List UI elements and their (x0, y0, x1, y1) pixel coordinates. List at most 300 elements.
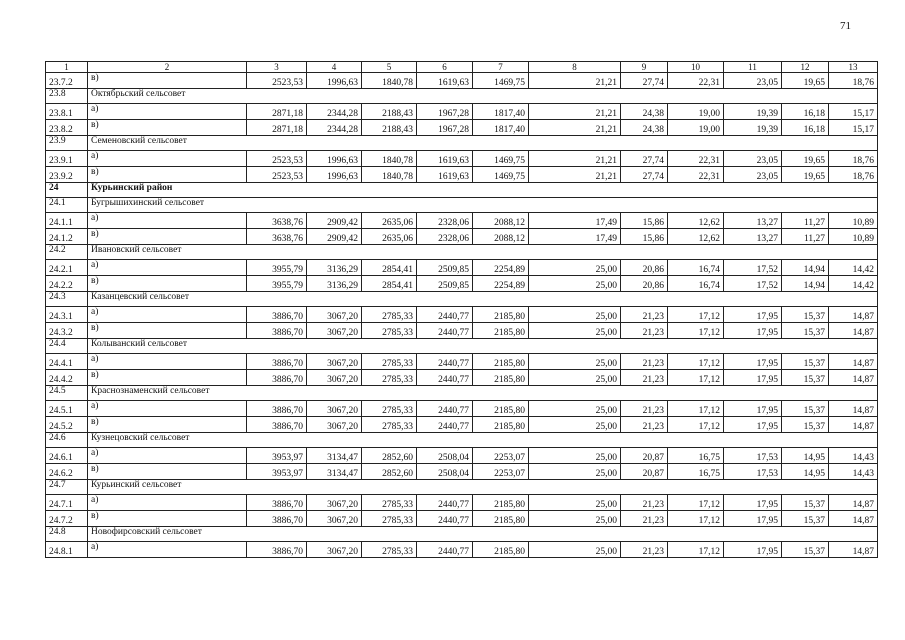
section-title: Кузнецовский сельсовет (88, 433, 878, 448)
value-cell-col-9: 21,23 (621, 307, 668, 323)
value-cell-col-9: 27,74 (621, 73, 668, 89)
value-cell-col-9: 21,23 (621, 323, 668, 339)
value-cell-col-5: 2188,43 (362, 104, 417, 120)
value-cell-col-9: 21,23 (621, 511, 668, 527)
value-cell-col-11: 13,27 (724, 213, 782, 229)
value-cell-col-7: 2185,80 (473, 401, 529, 417)
value-cell-col-3: 2871,18 (247, 104, 307, 120)
value-cell-col-5: 1840,78 (362, 167, 417, 183)
section-row (46, 386, 878, 401)
value-cell-col-3: 2871,18 (247, 120, 307, 136)
page-number: 71 (840, 20, 851, 32)
column-header-11: 11 (724, 62, 782, 73)
row-label: в) (88, 73, 247, 89)
value-cell-col-3: 3886,70 (247, 511, 307, 527)
value-cell-col-10: 19,00 (668, 104, 724, 120)
value-cell-col-4: 1996,63 (307, 151, 362, 167)
row-label: в) (88, 464, 247, 480)
row-label: в) (88, 370, 247, 386)
value-cell-col-5: 2635,06 (362, 213, 417, 229)
value-cell-col-4: 1996,63 (307, 167, 362, 183)
value-cell-col-10: 17,12 (668, 417, 724, 433)
section-row (46, 480, 878, 495)
row-code: 24.7 (46, 480, 88, 495)
value-cell-col-11: 17,95 (724, 511, 782, 527)
value-cell-col-13: 14,43 (829, 448, 878, 464)
value-cell-col-5: 2785,33 (362, 511, 417, 527)
table-row (46, 276, 878, 292)
row-code: 24.3.2 (46, 323, 88, 339)
value-cell-col-11: 23,05 (724, 167, 782, 183)
row-code: 24.4.2 (46, 370, 88, 386)
value-cell-col-11: 17,53 (724, 448, 782, 464)
value-cell-col-11: 23,05 (724, 151, 782, 167)
value-cell-col-10: 17,12 (668, 401, 724, 417)
value-cell-col-6: 2440,77 (417, 323, 473, 339)
row-code: 24.5.2 (46, 417, 88, 433)
row-code: 23.8 (46, 89, 88, 104)
column-header-4: 4 (307, 62, 362, 73)
value-cell-col-6: 2440,77 (417, 354, 473, 370)
row-label: а) (88, 307, 247, 323)
table-row (46, 370, 878, 386)
value-cell-col-5: 1840,78 (362, 151, 417, 167)
row-label: а) (88, 354, 247, 370)
section-title: Семеновский сельсовет (88, 136, 878, 151)
value-cell-col-8: 25,00 (529, 417, 621, 433)
value-cell-col-9: 27,74 (621, 167, 668, 183)
value-cell-col-10: 16,75 (668, 448, 724, 464)
value-cell-col-8: 25,00 (529, 307, 621, 323)
value-cell-col-11: 17,53 (724, 464, 782, 480)
row-code: 24.4 (46, 339, 88, 354)
value-cell-col-6: 1619,63 (417, 167, 473, 183)
row-label: в) (88, 229, 247, 245)
value-cell-col-12: 15,37 (782, 542, 829, 558)
table-row (46, 495, 878, 511)
value-cell-col-6: 2440,77 (417, 417, 473, 433)
value-cell-col-9: 21,23 (621, 354, 668, 370)
row-label: а) (88, 495, 247, 511)
value-cell-col-13: 15,17 (829, 120, 878, 136)
value-cell-col-12: 15,37 (782, 323, 829, 339)
table-row (46, 354, 878, 370)
section-title: Колыванский сельсовет (88, 339, 878, 354)
value-cell-col-5: 2785,33 (362, 370, 417, 386)
value-cell-col-13: 18,76 (829, 73, 878, 89)
row-code: 24.3 (46, 292, 88, 307)
value-cell-col-4: 3067,20 (307, 417, 362, 433)
row-code: 24 (46, 183, 88, 198)
value-cell-col-5: 2785,33 (362, 417, 417, 433)
section-row (46, 339, 878, 354)
row-code: 24.5.1 (46, 401, 88, 417)
value-cell-col-5: 2635,06 (362, 229, 417, 245)
section-title: Октябрьский сельсовет (88, 89, 878, 104)
table-row (46, 448, 878, 464)
value-cell-col-7: 1817,40 (473, 104, 529, 120)
value-cell-col-3: 3953,97 (247, 448, 307, 464)
row-code: 24.4.1 (46, 354, 88, 370)
value-cell-col-12: 19,65 (782, 151, 829, 167)
value-cell-col-12: 14,94 (782, 276, 829, 292)
section-title: Новофирсовский сельсовет (88, 527, 878, 542)
header-row (46, 62, 878, 73)
row-code: 24.5 (46, 386, 88, 401)
row-label: а) (88, 448, 247, 464)
value-cell-col-4: 3067,20 (307, 495, 362, 511)
value-cell-col-13: 14,42 (829, 276, 878, 292)
value-cell-col-11: 17,95 (724, 370, 782, 386)
value-cell-col-8: 21,21 (529, 73, 621, 89)
value-cell-col-11: 17,95 (724, 495, 782, 511)
value-cell-col-8: 21,21 (529, 167, 621, 183)
value-cell-col-6: 2440,77 (417, 511, 473, 527)
value-cell-col-4: 3067,20 (307, 401, 362, 417)
value-cell-col-9: 20,87 (621, 448, 668, 464)
value-cell-col-4: 1996,63 (307, 73, 362, 89)
row-code: 24.7.1 (46, 495, 88, 511)
value-cell-col-7: 1469,75 (473, 73, 529, 89)
value-cell-col-13: 18,76 (829, 167, 878, 183)
column-header-1: 1 (46, 62, 88, 73)
value-cell-col-13: 18,76 (829, 151, 878, 167)
value-cell-col-7: 2088,12 (473, 229, 529, 245)
row-label: а) (88, 213, 247, 229)
column-header-7: 7 (473, 62, 529, 73)
row-code: 24.8 (46, 527, 88, 542)
value-cell-col-11: 17,95 (724, 323, 782, 339)
section-row (46, 433, 878, 448)
table-row (46, 401, 878, 417)
value-cell-col-3: 3955,79 (247, 260, 307, 276)
value-cell-col-9: 24,38 (621, 120, 668, 136)
value-cell-col-6: 2328,06 (417, 213, 473, 229)
row-label: в) (88, 417, 247, 433)
column-header-3: 3 (247, 62, 307, 73)
value-cell-col-7: 1469,75 (473, 151, 529, 167)
row-code: 24.7.2 (46, 511, 88, 527)
value-cell-col-3: 3886,70 (247, 542, 307, 558)
value-cell-col-7: 1469,75 (473, 167, 529, 183)
row-code: 24.2 (46, 245, 88, 260)
value-cell-col-5: 1840,78 (362, 73, 417, 89)
value-cell-col-4: 3067,20 (307, 511, 362, 527)
value-cell-col-5: 2854,41 (362, 260, 417, 276)
value-cell-col-13: 14,43 (829, 464, 878, 480)
value-cell-col-4: 3067,20 (307, 323, 362, 339)
row-code: 23.9.2 (46, 167, 88, 183)
table-row (46, 307, 878, 323)
value-cell-col-13: 14,87 (829, 370, 878, 386)
value-cell-col-8: 21,21 (529, 104, 621, 120)
section-title: Краснознаменский сельсовет (88, 386, 878, 401)
value-cell-col-13: 10,89 (829, 213, 878, 229)
value-cell-col-8: 25,00 (529, 401, 621, 417)
value-cell-col-11: 17,52 (724, 260, 782, 276)
value-cell-col-8: 25,00 (529, 448, 621, 464)
value-cell-col-3: 3953,97 (247, 464, 307, 480)
value-cell-col-4: 3067,20 (307, 307, 362, 323)
value-cell-col-8: 17,49 (529, 213, 621, 229)
value-cell-col-6: 2328,06 (417, 229, 473, 245)
value-cell-col-12: 11,27 (782, 229, 829, 245)
table-body (46, 73, 878, 558)
column-header-6: 6 (417, 62, 473, 73)
section-row (46, 198, 878, 213)
value-cell-col-3: 3886,70 (247, 401, 307, 417)
value-cell-col-8: 21,21 (529, 151, 621, 167)
value-cell-col-11: 23,05 (724, 73, 782, 89)
table-row (46, 260, 878, 276)
value-cell-col-13: 14,87 (829, 323, 878, 339)
row-code: 24.6 (46, 433, 88, 448)
value-cell-col-11: 19,39 (724, 120, 782, 136)
value-cell-col-11: 17,95 (724, 417, 782, 433)
value-cell-col-6: 2509,85 (417, 260, 473, 276)
value-cell-col-3: 3955,79 (247, 276, 307, 292)
value-cell-col-8: 25,00 (529, 511, 621, 527)
row-label: в) (88, 323, 247, 339)
section-row (46, 292, 878, 307)
value-cell-col-9: 21,23 (621, 495, 668, 511)
value-cell-col-8: 25,00 (529, 464, 621, 480)
table-row (46, 511, 878, 527)
value-cell-col-11: 17,95 (724, 542, 782, 558)
value-cell-col-12: 15,37 (782, 511, 829, 527)
section-title: Курьинский сельсовет (88, 480, 878, 495)
value-cell-col-10: 16,74 (668, 260, 724, 276)
row-label: в) (88, 276, 247, 292)
value-cell-col-8: 25,00 (529, 276, 621, 292)
section-title: Ивановский сельсовет (88, 245, 878, 260)
value-cell-col-10: 17,12 (668, 370, 724, 386)
value-cell-col-13: 14,87 (829, 511, 878, 527)
value-cell-col-7: 2253,07 (473, 448, 529, 464)
value-cell-col-10: 17,12 (668, 495, 724, 511)
tariff-table (45, 61, 878, 558)
value-cell-col-13: 14,87 (829, 354, 878, 370)
section-row (46, 89, 878, 104)
value-cell-col-10: 22,31 (668, 73, 724, 89)
value-cell-col-10: 22,31 (668, 151, 724, 167)
value-cell-col-6: 2440,77 (417, 370, 473, 386)
value-cell-col-3: 3886,70 (247, 354, 307, 370)
value-cell-col-13: 14,87 (829, 495, 878, 511)
value-cell-col-4: 2909,42 (307, 229, 362, 245)
value-cell-col-8: 25,00 (529, 260, 621, 276)
column-header-2: 2 (88, 62, 247, 73)
row-code: 24.2.2 (46, 276, 88, 292)
value-cell-col-13: 14,87 (829, 307, 878, 323)
value-cell-col-6: 2508,04 (417, 448, 473, 464)
table-row (46, 151, 878, 167)
table-row (46, 229, 878, 245)
value-cell-col-7: 2185,80 (473, 495, 529, 511)
row-code: 24.8.1 (46, 542, 88, 558)
column-header-13: 13 (829, 62, 878, 73)
value-cell-col-12: 19,65 (782, 167, 829, 183)
value-cell-col-4: 3136,29 (307, 276, 362, 292)
value-cell-col-5: 2785,33 (362, 495, 417, 511)
value-cell-col-7: 2254,89 (473, 276, 529, 292)
row-code: 23.8.1 (46, 104, 88, 120)
value-cell-col-5: 2188,43 (362, 120, 417, 136)
column-header-8: 8 (529, 62, 621, 73)
value-cell-col-12: 15,37 (782, 417, 829, 433)
value-cell-col-4: 2344,28 (307, 104, 362, 120)
value-cell-col-4: 3136,29 (307, 260, 362, 276)
value-cell-col-10: 22,31 (668, 167, 724, 183)
value-cell-col-3: 3886,70 (247, 323, 307, 339)
section-row (46, 136, 878, 151)
value-cell-col-5: 2785,33 (362, 323, 417, 339)
value-cell-col-12: 19,65 (782, 73, 829, 89)
value-cell-col-3: 3638,76 (247, 229, 307, 245)
value-cell-col-13: 14,42 (829, 260, 878, 276)
value-cell-col-3: 2523,53 (247, 73, 307, 89)
value-cell-col-10: 17,12 (668, 511, 724, 527)
row-code: 23.8.2 (46, 120, 88, 136)
value-cell-col-6: 1967,28 (417, 120, 473, 136)
table-row (46, 323, 878, 339)
value-cell-col-4: 3134,47 (307, 464, 362, 480)
value-cell-col-12: 14,95 (782, 464, 829, 480)
value-cell-col-6: 2508,04 (417, 464, 473, 480)
row-label: а) (88, 104, 247, 120)
section-title: Казанцевский сельсовет (88, 292, 878, 307)
value-cell-col-12: 14,94 (782, 260, 829, 276)
value-cell-col-4: 2344,28 (307, 120, 362, 136)
value-cell-col-5: 2854,41 (362, 276, 417, 292)
value-cell-col-9: 15,86 (621, 229, 668, 245)
value-cell-col-10: 16,75 (668, 464, 724, 480)
value-cell-col-6: 2440,77 (417, 307, 473, 323)
value-cell-col-9: 27,74 (621, 151, 668, 167)
value-cell-col-10: 17,12 (668, 307, 724, 323)
row-code: 24.1 (46, 198, 88, 213)
table-row (46, 417, 878, 433)
row-label: в) (88, 511, 247, 527)
value-cell-col-13: 14,87 (829, 542, 878, 558)
value-cell-col-13: 14,87 (829, 401, 878, 417)
value-cell-col-5: 2785,33 (362, 307, 417, 323)
value-cell-col-10: 17,12 (668, 323, 724, 339)
table-row (46, 464, 878, 480)
table-row (46, 120, 878, 136)
row-code: 23.9 (46, 136, 88, 151)
value-cell-col-12: 15,37 (782, 401, 829, 417)
value-cell-col-7: 2185,80 (473, 417, 529, 433)
section-title: Курьинский район (88, 183, 878, 198)
value-cell-col-11: 13,27 (724, 229, 782, 245)
value-cell-col-11: 17,52 (724, 276, 782, 292)
row-code: 24.6.2 (46, 464, 88, 480)
value-cell-col-11: 19,39 (724, 104, 782, 120)
value-cell-col-3: 3886,70 (247, 307, 307, 323)
section-row (46, 245, 878, 260)
section-row (46, 527, 878, 542)
value-cell-col-6: 1619,63 (417, 73, 473, 89)
section-title: Бугрышихинский сельсовет (88, 198, 878, 213)
value-cell-col-7: 2185,80 (473, 511, 529, 527)
row-label: а) (88, 260, 247, 276)
value-cell-col-10: 12,62 (668, 229, 724, 245)
value-cell-col-9: 24,38 (621, 104, 668, 120)
value-cell-col-3: 3886,70 (247, 370, 307, 386)
row-code: 23.9.1 (46, 151, 88, 167)
value-cell-col-6: 1619,63 (417, 151, 473, 167)
value-cell-col-4: 2909,42 (307, 213, 362, 229)
value-cell-col-10: 17,12 (668, 542, 724, 558)
value-cell-col-8: 25,00 (529, 495, 621, 511)
value-cell-col-8: 25,00 (529, 542, 621, 558)
value-cell-col-5: 2785,33 (362, 354, 417, 370)
value-cell-col-5: 2785,33 (362, 542, 417, 558)
table-row (46, 167, 878, 183)
row-label: в) (88, 120, 247, 136)
value-cell-col-5: 2852,60 (362, 448, 417, 464)
value-cell-col-9: 20,86 (621, 260, 668, 276)
value-cell-col-7: 1817,40 (473, 120, 529, 136)
table-row (46, 104, 878, 120)
value-cell-col-6: 2440,77 (417, 401, 473, 417)
value-cell-col-5: 2852,60 (362, 464, 417, 480)
value-cell-col-12: 15,37 (782, 370, 829, 386)
column-header-12: 12 (782, 62, 829, 73)
value-cell-col-11: 17,95 (724, 401, 782, 417)
value-cell-col-3: 3886,70 (247, 495, 307, 511)
value-cell-col-4: 3067,20 (307, 354, 362, 370)
value-cell-col-7: 2185,80 (473, 542, 529, 558)
value-cell-col-7: 2253,07 (473, 464, 529, 480)
value-cell-col-11: 17,95 (724, 354, 782, 370)
row-code: 24.3.1 (46, 307, 88, 323)
value-cell-col-6: 1967,28 (417, 104, 473, 120)
value-cell-col-7: 2185,80 (473, 354, 529, 370)
value-cell-col-9: 21,23 (621, 542, 668, 558)
value-cell-col-7: 2254,89 (473, 260, 529, 276)
value-cell-col-12: 11,27 (782, 213, 829, 229)
value-cell-col-3: 2523,53 (247, 167, 307, 183)
column-header-9: 9 (621, 62, 668, 73)
row-label: а) (88, 542, 247, 558)
value-cell-col-8: 17,49 (529, 229, 621, 245)
section-row (46, 183, 878, 198)
column-header-10: 10 (668, 62, 724, 73)
value-cell-col-13: 10,89 (829, 229, 878, 245)
value-cell-col-9: 20,86 (621, 276, 668, 292)
value-cell-col-7: 2185,80 (473, 323, 529, 339)
value-cell-col-7: 2185,80 (473, 307, 529, 323)
value-cell-col-4: 3134,47 (307, 448, 362, 464)
value-cell-col-8: 25,00 (529, 323, 621, 339)
table-row (46, 542, 878, 558)
column-header-5: 5 (362, 62, 417, 73)
row-label: а) (88, 401, 247, 417)
row-code: 24.1.2 (46, 229, 88, 245)
value-cell-col-9: 21,23 (621, 370, 668, 386)
value-cell-col-8: 21,21 (529, 120, 621, 136)
value-cell-col-6: 2440,77 (417, 495, 473, 511)
row-label: а) (88, 151, 247, 167)
value-cell-col-12: 15,37 (782, 495, 829, 511)
value-cell-col-6: 2440,77 (417, 542, 473, 558)
value-cell-col-12: 15,37 (782, 354, 829, 370)
value-cell-col-12: 16,18 (782, 120, 829, 136)
value-cell-col-7: 2088,12 (473, 213, 529, 229)
row-label: в) (88, 167, 247, 183)
